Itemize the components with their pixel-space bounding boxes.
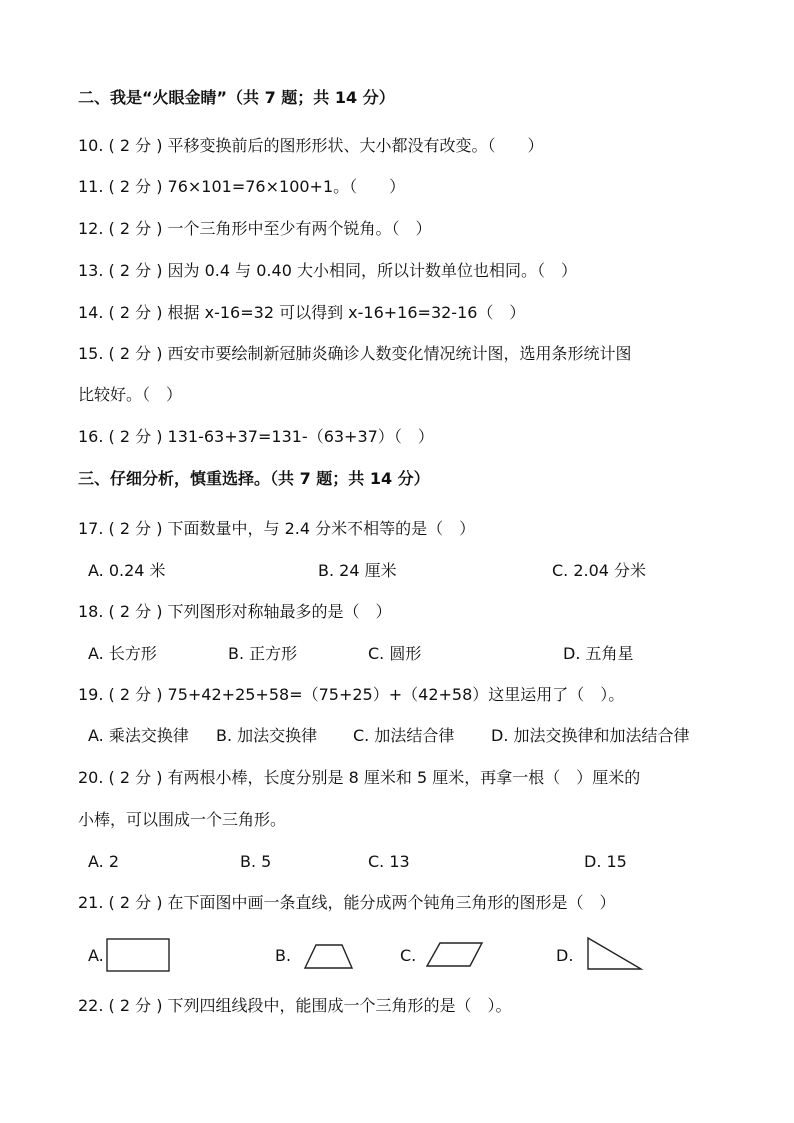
question-20: 20. ( 2 分 ) 有两根小棒，长度分别是 8 厘米和 5 厘米，再拿一根（ ）厘米的 [78,768,641,787]
question-18: 18. ( 2 分 ) 下列图形对称轴最多的是（ ） [78,602,392,621]
question-15-continued: 比较好。（ ） [78,385,183,404]
q17-option-c: C. 2.04 分米 [552,561,647,580]
q21-option-b: B. [275,946,292,965]
q20-option-b: B. 5 [240,852,272,871]
question-19: 19. ( 2 分 ) 75+42+25+58=（75+25）+（42+58）这里运用了（ ）。 [78,685,625,704]
question-22: 22. ( 2 分 ) 下列四组线段中，能围成一个三角形的是（ ）。 [78,996,512,1015]
question-17: 17. ( 2 分 ) 下面数量中，与 2.4 分米不相等的是（ ） [78,519,476,538]
q18-option-b: B. 正方形 [228,644,298,663]
question-21: 21. ( 2 分 ) 在下面图中画一条直线，能分成两个钝角三角形的图形是（ ） [78,893,616,912]
q19-option-c: C. 加法结合律 [353,726,455,745]
q21-option-a: A. [88,946,104,965]
q19-option-a: A. 乘法交换律 [88,726,189,745]
q17-option-a: A. 0.24 米 [88,561,166,580]
q21-option-c: C. [400,946,417,965]
q19-option-b: B. 加法交换律 [216,726,318,745]
q19-option-d: D. 加法交换律和加法结合律 [491,726,690,745]
q20-option-d: D. 15 [584,852,627,871]
rectangle-icon [106,938,170,972]
question-20-continued: 小棒，可以围成一个三角形。 [78,810,287,829]
q18-option-d: D. 五角星 [563,644,634,663]
q20-option-c: C. 13 [368,852,410,871]
right-triangle-icon [586,936,644,972]
question-13: 13. ( 2 分 ) 因为 0.4 与 0.40 大小相同，所以计数单位也相同。（ ） [78,261,577,280]
question-14: 14. ( 2 分 ) 根据 x-16=32 可以得到 x-16+16=32-16（ ） [78,303,526,322]
q20-option-a: A. 2 [88,852,120,871]
question-15: 15. ( 2 分 ) 西安市要绘制新冠肺炎确诊人数变化情况统计图，选用条形统计图 [78,344,632,363]
q21-option-d: D. [556,946,574,965]
q18-option-c: C. 圆形 [368,644,422,663]
question-12: 12. ( 2 分 ) 一个三角形中至少有两个锐角。（ ） [78,219,432,238]
q17-option-b: B. 24 厘米 [318,561,397,580]
question-10: 10. ( 2 分 ) 平移变换前后的图形形状、大小都没有改变。（ ） [78,136,544,155]
question-16: 16. ( 2 分 ) 131-63+37=131-（63+37）（ ） [78,427,434,446]
section2-heading: 二、我是“火眼金睛”（共 7 题；共 14 分） [78,88,395,107]
question-11: 11. ( 2 分 ) 76×101=76×100+1。（ ） [78,177,406,196]
trapezoid-icon [304,944,354,970]
parallelogram-icon [426,942,484,968]
q18-option-a: A. 长方形 [88,644,157,663]
section3-heading: 三、仔细分析，慎重选择。（共 7 题；共 14 分） [78,469,430,488]
